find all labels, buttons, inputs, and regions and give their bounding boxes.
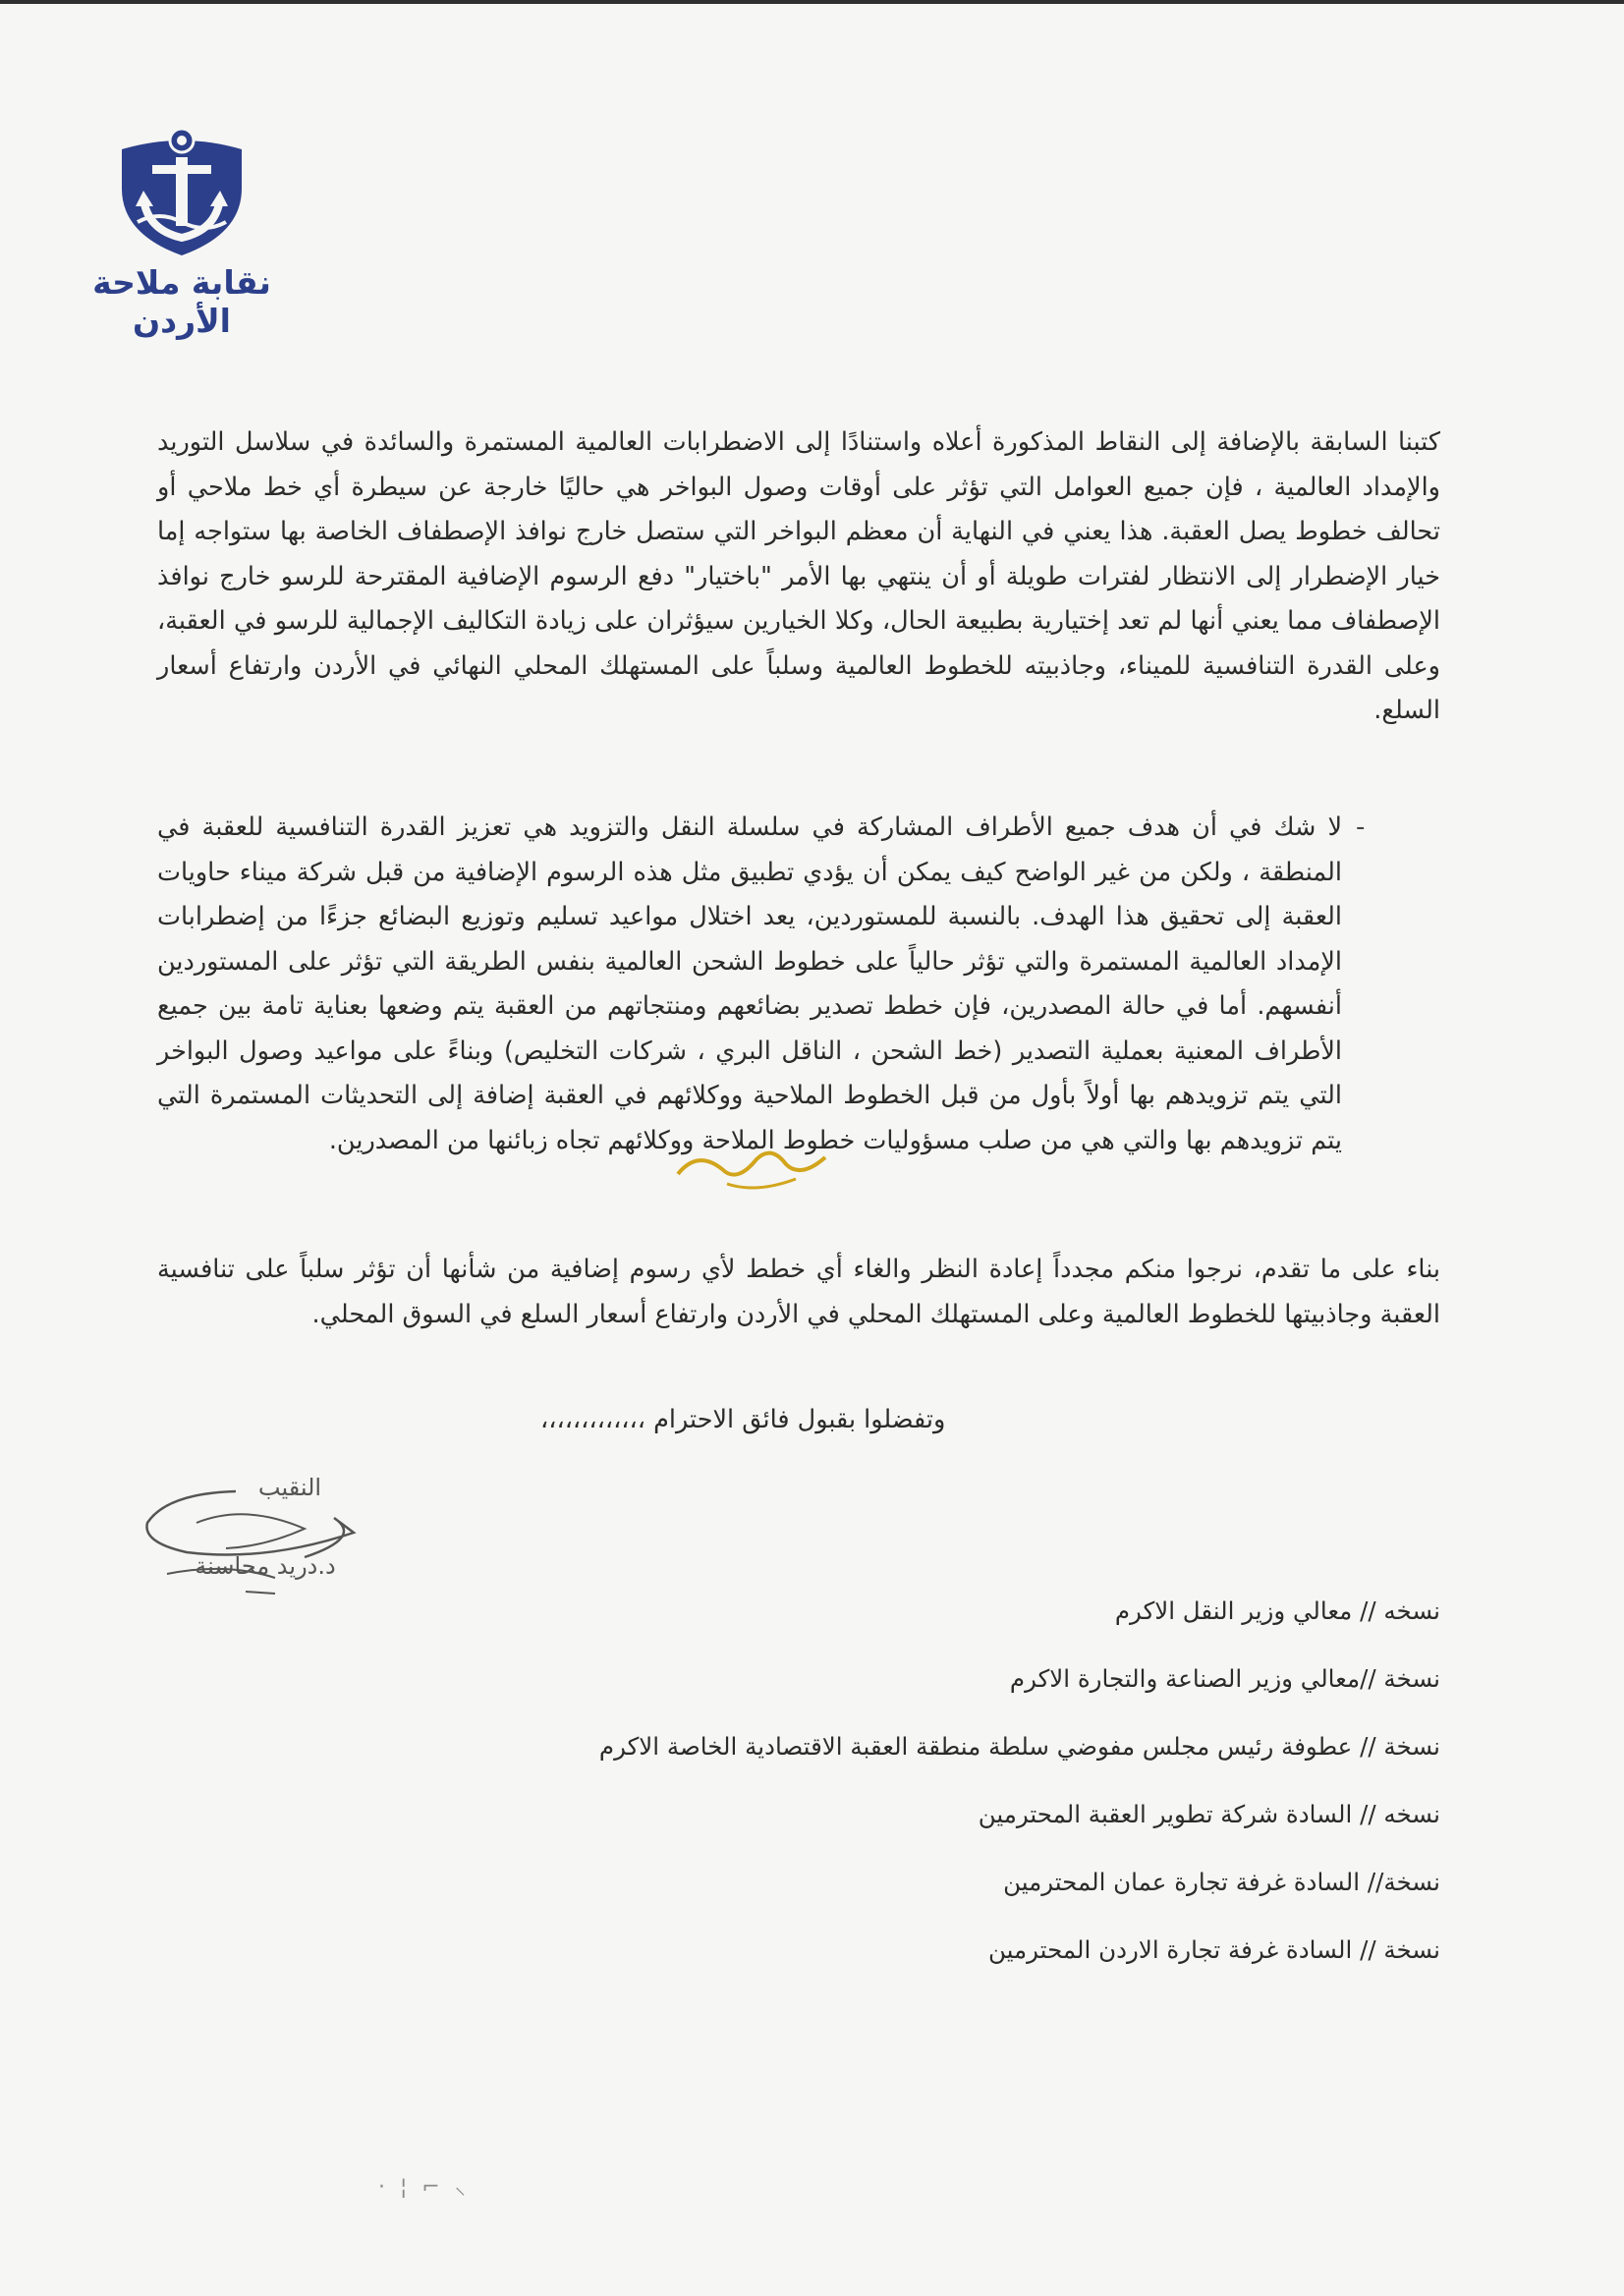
body-paragraph-1: كتبنا السابقة بالإضافة إلى النقاط المذكورة أعلاه واستنادًا إلى الاضطرابات العالمية المستمرة والسائدة في سلاسل التوريد والإمداد العالمية ، فإن جميع العوامل التي تؤثر على أوقات وصول البواخر هي حاليًا خارجة عن سيطرة أي خط ملاحي أو تحالف خطوط يصل العقبة. هذا يعني في النهاية أن معظم البواخر التي ستصل خارج نوافذ الإصطفاف الخاصة بها ستواجه إما خيار الإضطرار إلى الانتظار لفترات طويلة أو أن ينتهي بها الأمر "باختيار" دفع الرسوم الإضافية المقترحة للرسو خارج نوافذ الإصطفاف مما يعني أنها لم تعد إختيارية بطبيعة الحال، وكلا الخيارين سيؤثران على زيادة التكاليف الإجمالية للرسو في العقبة، وعلى القدرة التنافسية للميناء، وجاذبيته للخطوط العالمية وسلباً على المستهلك المحلي النهائي في الأردن وارتفاع أسعار السلع.	[157, 427, 1440, 725]
anchor-shield-icon	[108, 128, 255, 260]
organization-name: نقابة ملاحة الأردن	[92, 263, 271, 340]
faint-page-mark: · ¦ ⌐ ⸜	[378, 2175, 470, 2200]
signatory-name: د.دريد محاسنة	[195, 1552, 336, 1580]
copy-recipient: نسخة// السادة غرفة تجارة عمان المحترمين	[1003, 1868, 1440, 1896]
bullet-dash: -	[1356, 812, 1366, 842]
copy-recipient: نسخه // السادة شركة تطوير العقبة المحترمين	[978, 1800, 1440, 1828]
copy-recipient: نسخة //معالي وزير الصناعة والتجارة الاكرم	[1009, 1664, 1440, 1693]
copies-list	[295, 1582, 1440, 1988]
organization-logo	[59, 128, 314, 340]
body-paragraph-2: لا شك في أن هدف جميع الأطراف المشاركة في سلسلة النقل والتزويد هي تعزيز القدرة التنافسية للعقبة في المنطقة ، ولكن من غير الواضح كيف يمكن أن يؤدي تطبيق مثل هذه الرسوم الإضافية من قبل شركة ميناء حاويات العقبة إلى تحقيق هذا الهدف. بالنسبة للمستوردين، يعد اختلال مواعيد تسليم وتوزيع البضائع جزءًا من إضطرابات الإمداد العالمية المستمرة والتي تؤثر حالياً على خطوط الشحن العالمية بنفس الطريقة التي تؤثر على المستوردين أنفسهم. أما في حالة المصدرين، فإن خطط تصدير بضائعهم ومنتجاتهم من العقبة يتم وضعها بعناية تامة بين جميع الأطراف المعنية بعملية التصدير (خط الشحن ، الناقل البري ، شركات التخليص) وبناءً على مواعيد وصول البواخر التي يتم تزويدهم بها أولاً بأول من قبل الخطوط الملاحية ووكلائهم في العقبة إضافة إلى التحديثات المستمرة التي يتم تزويدهم بها والتي هي من صلب مسؤوليات خطوط الملاحة ووكلائهم تجاه زبائنها من المصدرين.	[157, 812, 1342, 1155]
copy-recipient: نسخه // معالي وزير النقل الاكرم	[1114, 1596, 1440, 1625]
handwritten-initial-mark	[668, 1130, 845, 1199]
body-paragraph-3: بناء على ما تقدم، نرجوا منكم مجدداً إعادة النظر والغاء أي خطط لأي رسوم إضافية من شأنها أن تؤثر سلباً على تنافسية العقبة وجاذبيتها للخطوط العالمية وعلى المستهلك المحلي في الأردن وارتفاع أسعار السلع في السوق المحلي.	[157, 1255, 1440, 1329]
copy-recipient: نسخة // السادة غرفة تجارة الاردن المحترمين	[988, 1935, 1440, 1964]
signatory-title: النقيب	[257, 1474, 322, 1501]
closing-line: وتفضلوا بقبول فائق الاحترام ،،،،،،،،،،،،،	[540, 1405, 946, 1434]
copy-recipient: نسخة // عطوفة رئيس مجلس مفوضي سلطة منطقة العقبة الاقتصادية الخاصة الاكرم	[598, 1732, 1440, 1761]
top-border-line	[0, 0, 1624, 4]
